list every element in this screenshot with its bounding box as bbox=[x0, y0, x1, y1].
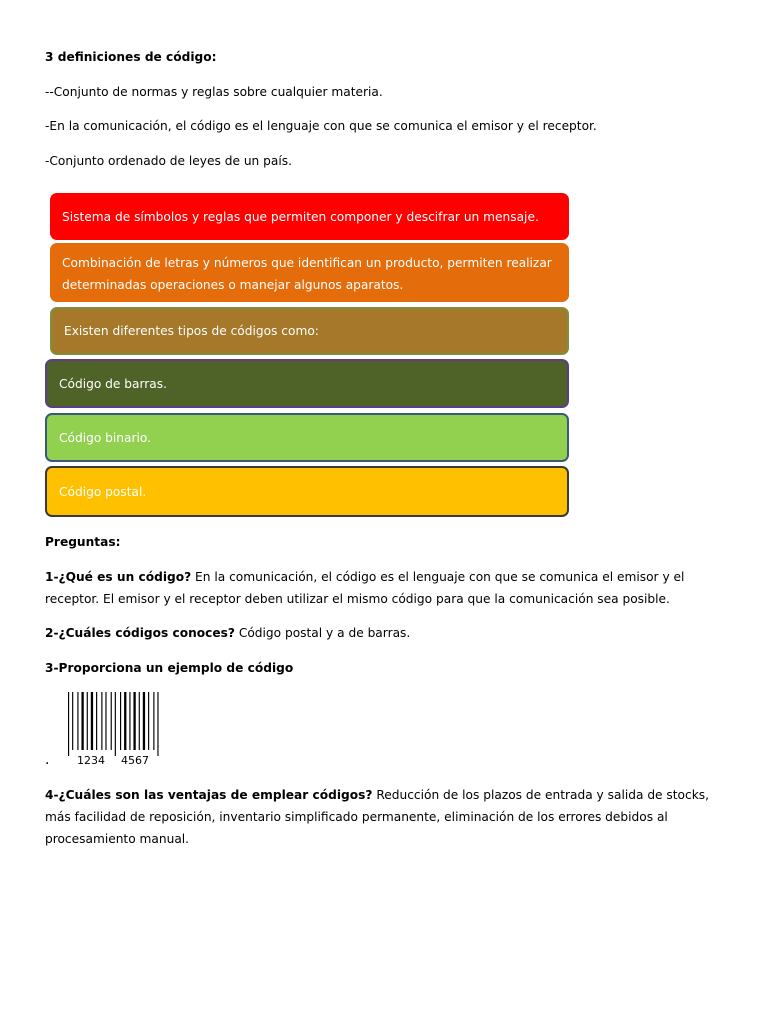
barcode-bar bbox=[72, 692, 73, 750]
barcode-bar bbox=[129, 692, 130, 750]
barcode-bar bbox=[77, 692, 78, 750]
barcode-left-digits: 1234 bbox=[77, 754, 105, 767]
barcode-bar bbox=[87, 692, 88, 750]
barcode-bar bbox=[133, 692, 135, 750]
barcode-bar bbox=[124, 692, 126, 750]
question-4-answer: Reducción de los plazos de entrada y salida de stocks, más facilidad de reposición, inventario simplificado permanente, eliminación de los errores debidos al procesamiento manual. bbox=[45, 788, 709, 846]
question-1-answer: En la comunicación, el código es el lenguaje con que se comunica el emisor y el receptor. El emisor y el receptor deben utilizar el mismo código para que la comunicación sea posible. bbox=[45, 570, 685, 606]
question-2 bbox=[45, 625, 410, 641]
barcode-bar bbox=[148, 692, 149, 750]
barcode-bar bbox=[115, 692, 116, 756]
barcode-bar bbox=[101, 692, 102, 750]
barcode-bar bbox=[91, 692, 93, 750]
question-2-label: 2-¿Cuáles códigos conoces? bbox=[45, 626, 235, 640]
definition-item-1: --Conjunto de normas y reglas sobre cualquier materia. bbox=[45, 85, 383, 99]
barcode-bar bbox=[143, 692, 145, 750]
questions-title: Preguntas: bbox=[45, 535, 121, 549]
question-1 bbox=[45, 566, 725, 610]
barcode-right-digits: 4567 bbox=[121, 754, 149, 767]
diagram-box-barcode: Código de barras. bbox=[45, 359, 569, 408]
question-4 bbox=[45, 784, 725, 850]
barcode-bar bbox=[68, 692, 69, 756]
barcode-bar bbox=[157, 692, 158, 756]
question-4-label: 4-¿Cuáles son las ventajas de emplear códigos? bbox=[45, 788, 373, 802]
question-3: 3-Proporciona un ejemplo de código bbox=[45, 661, 294, 675]
definitions-title: 3 definiciones de código: bbox=[45, 50, 217, 64]
barcode-bar bbox=[111, 692, 112, 750]
question-2-answer: Código postal y a de barras. bbox=[234, 626, 411, 640]
definition-item-3: -Conjunto ordenado de leyes de un país. bbox=[45, 154, 292, 168]
diagram-box-binary: Código binario. bbox=[45, 413, 569, 462]
definition-item-2: -En la comunicación, el código es el lenguaje con que se comunica el emisor y el receptor. bbox=[45, 119, 597, 133]
barcode-image bbox=[64, 690, 164, 768]
barcode-bar bbox=[105, 692, 106, 750]
bullet-dot: . bbox=[45, 752, 50, 768]
barcode-bar bbox=[96, 692, 97, 750]
diagram-box-types: Existen diferentes tipos de códigos como: bbox=[50, 307, 569, 355]
diagram-box-postal: Código postal. bbox=[45, 466, 569, 517]
diagram-box-symbols: Sistema de símbolos y reglas que permiten componer y descifrar un mensaje. bbox=[50, 193, 569, 240]
barcode-bar bbox=[120, 692, 121, 750]
barcode-bar bbox=[153, 692, 154, 750]
question-1-label: 1-¿Qué es un código? bbox=[45, 570, 192, 584]
diagram-box-combination: Combinación de letras y números que identifican un producto, permiten realizar determinadas operaciones o manejar algunos aparatos. bbox=[50, 243, 569, 302]
barcode-bar bbox=[81, 692, 83, 750]
barcode-bar bbox=[139, 692, 140, 750]
